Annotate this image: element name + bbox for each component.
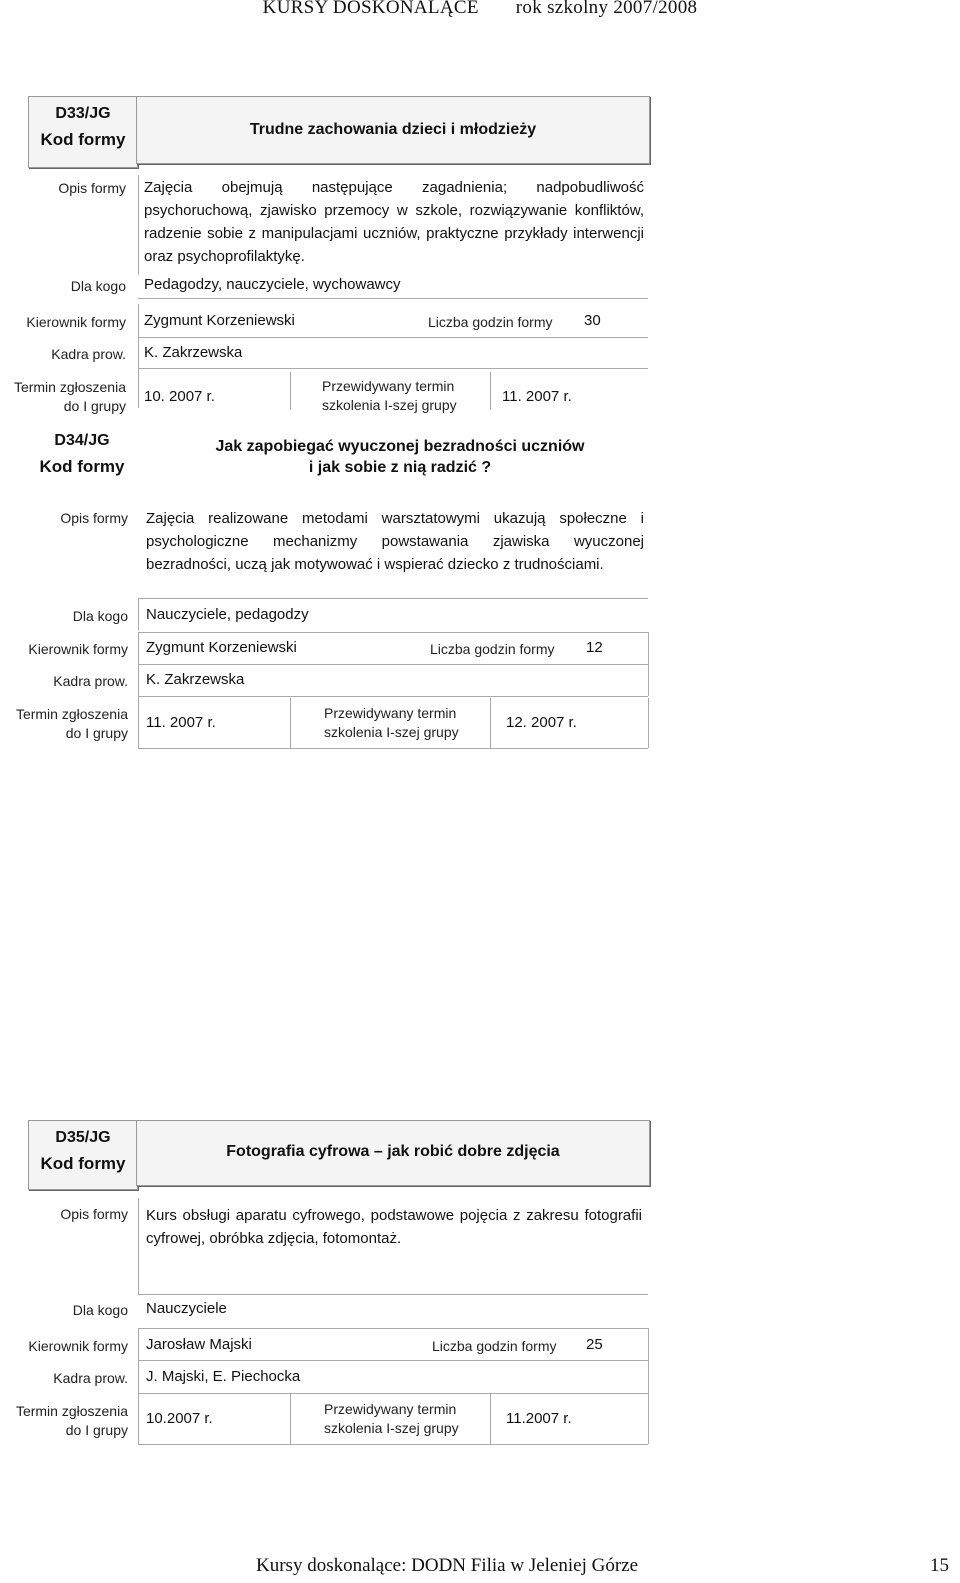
header-right: rok szkolny 2007/2008 <box>515 0 698 18</box>
divider <box>138 1360 648 1361</box>
page-number: 15 <box>930 1555 949 1576</box>
course-leader: Zygmunt Korzeniewski <box>144 312 295 329</box>
kierownik-label: Kierownik formy <box>26 314 126 330</box>
divider <box>138 1444 648 1445</box>
course-code: D35/JG <box>55 1129 111 1146</box>
course-code-label: Kod formy <box>39 457 125 476</box>
divider <box>138 1328 648 1329</box>
divider <box>648 1328 649 1444</box>
planned-label-line2: szkolenia I-szej grupy <box>324 724 459 740</box>
termin-label-line2: do I grupy <box>65 725 128 741</box>
course-audience: Nauczyciele <box>146 1300 227 1317</box>
dla-label: Dla kogo <box>70 278 126 294</box>
course-code-label: Kod formy <box>40 130 126 149</box>
course-staff: J. Majski, E. Piechocka <box>146 1368 301 1385</box>
kadra-label: Kadra prow. <box>51 346 126 362</box>
dla-label: Dla kogo <box>72 608 128 624</box>
termin-label-line1: Termin zgłoszenia <box>15 1403 128 1419</box>
planned-label-line1: Przewidywany termin <box>322 378 455 394</box>
termin-label-line2: do I grupy <box>63 398 126 414</box>
page-footer: Kursy doskonalące: DODN Filia w Jeleniej Górze <box>256 1555 639 1576</box>
hours-label: Liczba godzin formy <box>428 314 553 330</box>
course-title-box <box>136 1120 650 1186</box>
divider <box>138 1393 648 1394</box>
course-code: D33/JG <box>55 105 111 122</box>
course-planned: 11. 2007 r. <box>502 388 572 405</box>
course-deadline: 10. 2007 r. <box>144 388 215 405</box>
course-code: D34/JG <box>54 432 110 449</box>
termin-label-line1: Termin zgłoszenia <box>13 379 126 395</box>
termin-label <box>16 1402 128 1440</box>
course-staff: K. Zakrzewska <box>146 671 245 688</box>
course-hours: 30 <box>584 312 601 329</box>
divider <box>490 1394 491 1444</box>
course-planned: 12. 2007 r. <box>506 714 577 731</box>
course-deadline: 11. 2007 r. <box>146 714 216 731</box>
planned-label <box>324 1400 459 1438</box>
divider <box>138 1198 139 1294</box>
kierownik-label: Kierownik formy <box>28 641 128 657</box>
kadra-label: Kadra prow. <box>53 1370 128 1386</box>
hours-label: Liczba godzin formy <box>430 641 555 657</box>
course-title: Fotografia cyfrowa – jak robić dobre zdjęcia <box>226 1143 560 1160</box>
divider <box>138 1328 139 1444</box>
planned-label-line2: szkolenia I-szej grupy <box>324 1420 459 1436</box>
opis-label: Opis formy <box>60 1206 128 1222</box>
course-hours: 25 <box>586 1336 603 1353</box>
opis-label: Opis formy <box>60 510 128 526</box>
course-audience: Pedagodzy, nauczyciele, wychowawcy <box>144 276 401 293</box>
termin-label-line1: Termin zgłoszenia <box>15 706 128 722</box>
header-left: KURSY DOSKONALĄCE <box>262 0 479 18</box>
planned-label-line1: Przewidywany termin <box>324 705 457 721</box>
course-deadline: 10.2007 r. <box>146 1410 213 1427</box>
kadra-label: Kadra prow. <box>53 673 128 689</box>
planned-label-line2: szkolenia I-szej grupy <box>322 397 457 413</box>
dla-label: Dla kogo <box>72 1302 128 1318</box>
course-title-line1: Jak zapobiegać wyuczonej bezradności uczniów <box>215 438 585 455</box>
course-description: Kurs obsługi aparatu cyfrowego, podstawowe pojęcia z zakresu fotografii cyfrowej, obróbka zdjęcia, fotomontaż. <box>146 1207 642 1247</box>
course-code-label: Kod formy <box>40 1154 126 1173</box>
hours-label: Liczba godzin formy <box>432 1338 557 1354</box>
course-staff: K. Zakrzewska <box>144 344 243 361</box>
course-code-box <box>28 1120 138 1190</box>
course-title: Trudne zachowania dzieci i młodzieży <box>249 121 537 138</box>
termin-label-line2: do I grupy <box>65 1422 128 1438</box>
course-audience: Nauczyciele, pedagodzy <box>146 606 309 623</box>
divider <box>290 1394 291 1444</box>
course-description: Zajęcia realizowane metodami warsztatowymi ukazują społeczne i psychologiczne mechanizmy powstawania zjawiska wyuczonej bezradności, uczą jak motywować i wspierać dziecko z trudnościami. <box>146 510 644 573</box>
course-hours: 12 <box>586 639 603 656</box>
divider <box>138 1294 648 1295</box>
course-title-line2: i jak sobie z nią radzić ? <box>308 459 492 476</box>
course-planned: 11.2007 r. <box>506 1410 572 1427</box>
kierownik-label: Kierownik formy <box>28 1338 128 1354</box>
opis-label: Opis formy <box>58 180 126 196</box>
course-description: Zajęcia obejmują następujące zagadnienia; nadpobudliwość psychoruchową, zjawisko przemocy w szkole, rozwiązywanie konfliktów, radzenie sobie z manipulacjami uczniów, praktyczne przykłady interwencji oraz psychoprofilaktykę. <box>144 179 644 265</box>
course-leader: Jarosław Majski <box>146 1336 252 1353</box>
planned-label-line1: Przewidywany termin <box>324 1401 457 1417</box>
course-leader: Zygmunt Korzeniewski <box>146 639 297 656</box>
